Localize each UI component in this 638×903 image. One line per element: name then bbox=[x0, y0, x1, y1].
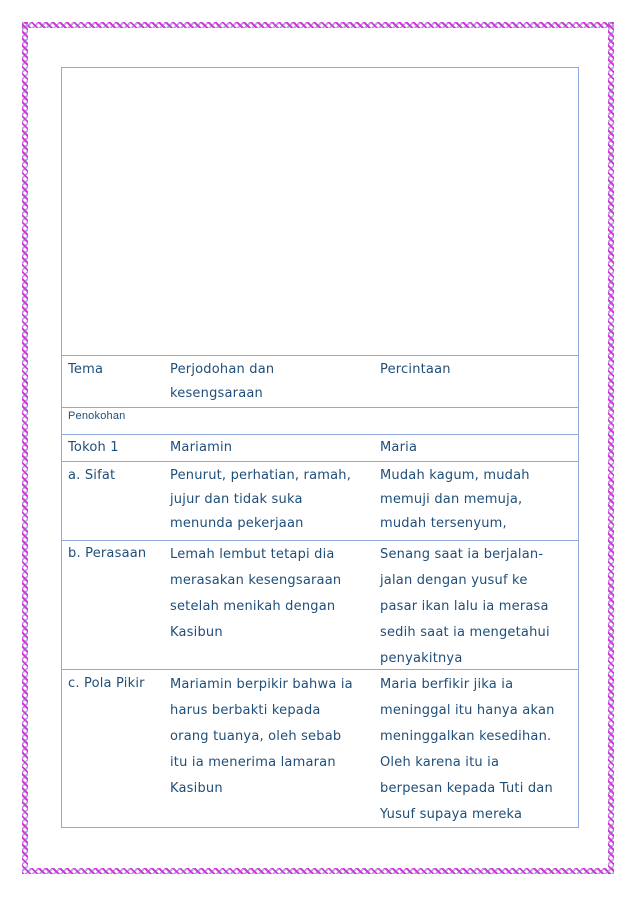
border-right bbox=[608, 22, 614, 874]
section-label: Penokohan bbox=[68, 410, 126, 422]
text-line: Mariamin bbox=[170, 440, 233, 455]
text-line: Lemah lembut tetapi dia bbox=[170, 547, 335, 562]
text-line: Oleh karena itu ia bbox=[380, 755, 500, 770]
comparison-table bbox=[61, 67, 579, 828]
text-line: sedih saat ia mengetahui bbox=[380, 625, 550, 640]
text-line: harus berbakti kepada bbox=[170, 703, 321, 718]
text-line: Senang saat ia berjalan- bbox=[380, 547, 544, 562]
text-line: jalan dengan yusuf ke bbox=[380, 573, 528, 588]
text-line: Perjodohan dan bbox=[170, 362, 275, 377]
row-divider bbox=[62, 407, 578, 408]
text-line: Mariamin berpikir bahwa ia bbox=[170, 677, 353, 692]
text-line: jujur dan tidak suka bbox=[170, 492, 303, 507]
text-line: Kasibun bbox=[170, 781, 223, 796]
text-line: pasar ikan lalu ia merasa bbox=[380, 599, 549, 614]
row-label: Tokoh 1 bbox=[68, 440, 119, 455]
row-label: c. Pola Pikir bbox=[68, 676, 145, 691]
novel-2-value bbox=[380, 464, 576, 536]
text-line: itu ia menerima lamaran bbox=[170, 755, 336, 770]
text-line: Percintaan bbox=[380, 362, 451, 377]
row-label: a. Sifat bbox=[68, 468, 116, 483]
novel-1-value bbox=[170, 358, 374, 406]
text-line: Yusuf supaya mereka bbox=[380, 807, 523, 822]
text-line: menunda pekerjaan bbox=[170, 516, 304, 531]
row-divider bbox=[62, 540, 578, 541]
text-line: mudah tersenyum, bbox=[380, 516, 507, 531]
empty-header-area bbox=[62, 68, 578, 355]
text-line: berpesan kepada Tuti dan bbox=[380, 781, 553, 796]
text-line: memuji dan memuja, bbox=[380, 492, 523, 507]
novel-1-value bbox=[170, 672, 374, 802]
novel-2-value bbox=[380, 358, 576, 382]
row-divider bbox=[62, 355, 578, 356]
border-bottom bbox=[22, 868, 614, 874]
text-line: Maria bbox=[380, 440, 418, 455]
border-top bbox=[22, 22, 614, 28]
text-line: meninggal itu hanya akan bbox=[380, 703, 555, 718]
text-line: merasakan kesengsaraan bbox=[170, 573, 342, 588]
text-line: penyakitnya bbox=[380, 651, 463, 666]
text-line: Kasibun bbox=[170, 625, 223, 640]
text-line: Mudah kagum, mudah bbox=[380, 468, 530, 483]
row-divider bbox=[62, 461, 578, 462]
text-line: orang tuanya, oleh sebab bbox=[170, 729, 342, 744]
novel-2-value bbox=[380, 542, 576, 672]
text-line: kesengsaraan bbox=[170, 386, 263, 401]
row-label: Tema bbox=[68, 362, 104, 377]
novel-2-value bbox=[380, 436, 576, 460]
text-line: meninggalkan kesedihan. bbox=[380, 729, 552, 744]
text-line: Maria berfikir jika ia bbox=[380, 677, 514, 692]
novel-2-value bbox=[380, 672, 576, 828]
text-line: setelah menikah dengan bbox=[170, 599, 336, 614]
novel-1-value bbox=[170, 436, 374, 460]
novel-1-value bbox=[170, 542, 374, 646]
row-divider bbox=[62, 434, 578, 435]
border-left bbox=[22, 22, 28, 874]
text-line: Penurut, perhatian, ramah, bbox=[170, 468, 352, 483]
novel-1-value bbox=[170, 464, 374, 536]
row-label: b. Perasaan bbox=[68, 546, 147, 561]
